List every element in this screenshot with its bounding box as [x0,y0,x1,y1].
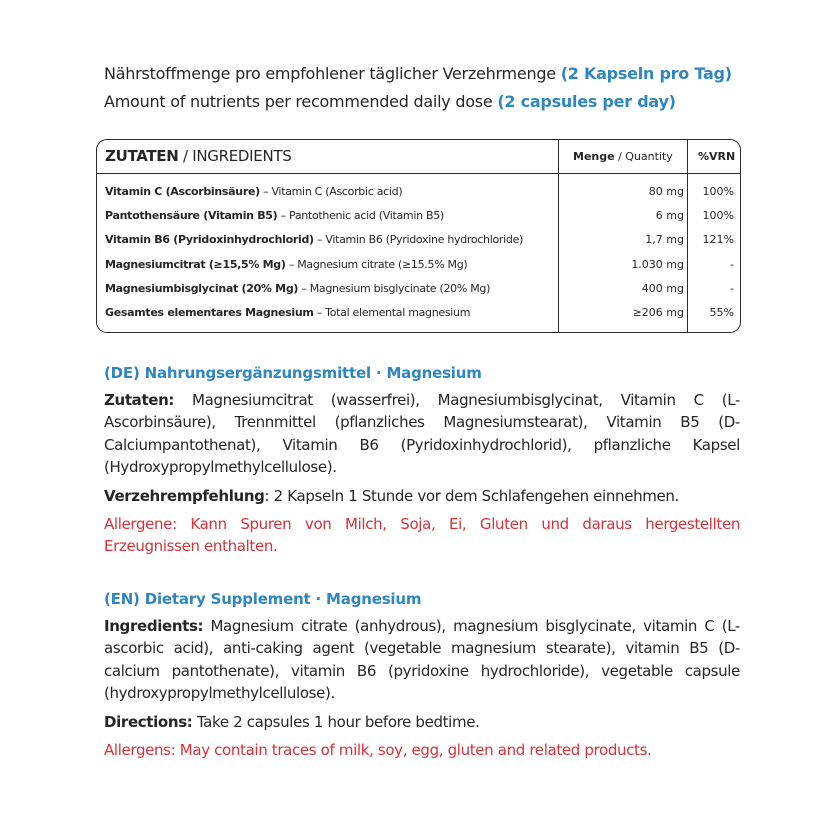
row-name-de: Gesamtes elementares Magnesium [105,305,314,319]
dose-intro-en [104,88,764,116]
section-en-directions-label: Directions: [104,712,193,731]
table-row [97,277,740,301]
row-name [105,180,402,204]
row-name-en: – Pantothenic acid (Vitamin B5) [277,209,444,223]
section-de-directions-label: Verzehrempfehlung [104,486,265,505]
header-quantity-de: Menge [573,150,615,163]
section-de-ingredients [104,389,740,479]
table-row [97,228,740,252]
table-row [97,253,740,277]
row-vrn: - [730,281,734,295]
row-name-en: – Magnesium citrate (≥15.5% Mg) [285,257,468,271]
row-vrn: - [730,257,734,271]
section-de [104,362,740,564]
row-name [105,228,523,252]
row-quantity: 1.030 mg [631,257,684,271]
dose-intro-de-accent: (2 Kapseln pro Tag) [560,64,732,83]
section-de-ingredients-text: Magnesiumcitrat (wasserfrei), Magnesiumbisglycinat, Vitamin C (L-Ascorbinsäure), Trennmittel (pflanzliches Magnesiumstearat), Vitamin B5 (D-Calciumpantothenat), Vitamin B6 (Pyridoxinhydrochlorid), pflanzliche Kapsel (Hydroxypropylmethylcellulose). [104,391,740,477]
section-de-directions [104,485,740,507]
dose-intro-de [104,60,764,88]
row-name-de: Vitamin B6 (Pyridoxinhydrochlorid) [105,233,314,247]
section-en-directions [104,711,740,733]
row-quantity: 400 mg [641,281,684,295]
section-de-ingredients-label: Zutaten: [104,391,175,409]
row-quantity: 6 mg [655,209,684,223]
header-ingredients-en: INGREDIENTS [192,147,292,165]
section-en-ingredients-text: Magnesium citrate (anhydrous), magnesium bisglycinate, vitamin C (L-ascorbic acid), anti-caking agent (vegetable magnesium stearate), vitamin B5 (D-calcium pantothenate), vitamin B6 (pyridoxine hydrochloride), vegetable capsule (hydroxypropylmethylcellulose). [104,617,740,703]
row-name-en: – Total elemental magnesium [313,305,471,319]
row-quantity: ≥206 mg [632,305,684,319]
row-name-de: Pantothensäure (Vitamin B5) [105,209,278,223]
row-quantity: 1,7 mg [645,233,684,247]
row-name-de: Magnesiumcitrat (≥15,5% Mg) [105,257,286,271]
header-ingredients [105,140,291,173]
section-en-directions-text: Take 2 capsules 1 hour before bedtime. [192,712,480,731]
table-header [97,140,740,174]
header-quantity-sep: / [614,150,626,163]
section-de-title: (DE) Nahrungsergänzungsmittel · Magnesium [104,364,482,382]
header-ingredients-de: ZUTATEN [105,147,179,165]
row-name [105,204,444,228]
row-name-de: Vitamin C (Ascorbinsäure) [105,185,260,198]
row-vrn: 100% [702,209,734,223]
table-row [97,301,740,325]
row-name [105,301,470,325]
header-vrn: %VRN [698,150,736,163]
row-name-de: Magnesiumbisglycinat (20% Mg) [105,281,299,295]
row-name-en: – Magnesium bisglycinate (20% Mg) [298,281,491,295]
section-en-ingredients-label: Ingredients: [104,617,204,635]
dose-intro-en-text: Amount of nutrients per recommended daily dose [104,92,493,111]
row-vrn: 100% [702,185,734,198]
nutrient-table [96,139,741,333]
row-vrn: 55% [709,305,734,319]
dose-intro-de-text: Nährstoffmenge pro empfohlener täglicher Verzehrmenge [104,64,556,83]
section-de-directions-text: : 2 Kapseln 1 Stunde vor dem Schlafengehen einnehmen. [264,486,679,505]
row-name-en: – Vitamin C (Ascorbic acid) [259,185,403,198]
table-row [97,180,740,204]
section-en-title: (EN) Dietary Supplement · Magnesium [104,590,422,608]
dose-intro [104,60,764,116]
header-separator: / [178,147,193,165]
row-vrn: 121% [702,233,734,247]
section-en [104,588,740,767]
row-name [105,253,467,277]
section-de-allergens: Allergene: Kann Spuren von Milch, Soja, Ei, Gluten und daraus hergestellten Erzeugnissen enthalten. [104,515,740,556]
header-quantity [573,140,673,173]
table-row [97,204,740,228]
row-name [105,277,490,301]
row-quantity: 80 mg [648,185,684,198]
header-quantity-en: Quantity [625,150,673,163]
section-en-ingredients [104,615,740,705]
dose-intro-en-accent: (2 capsules per day) [497,92,676,111]
table-body [97,180,740,325]
row-name-en: – Vitamin B6 (Pyridoxine hydrochloride) [313,233,524,247]
section-en-allergens: Allergens: May contain traces of milk, soy, egg, gluten and related products. [104,741,652,760]
